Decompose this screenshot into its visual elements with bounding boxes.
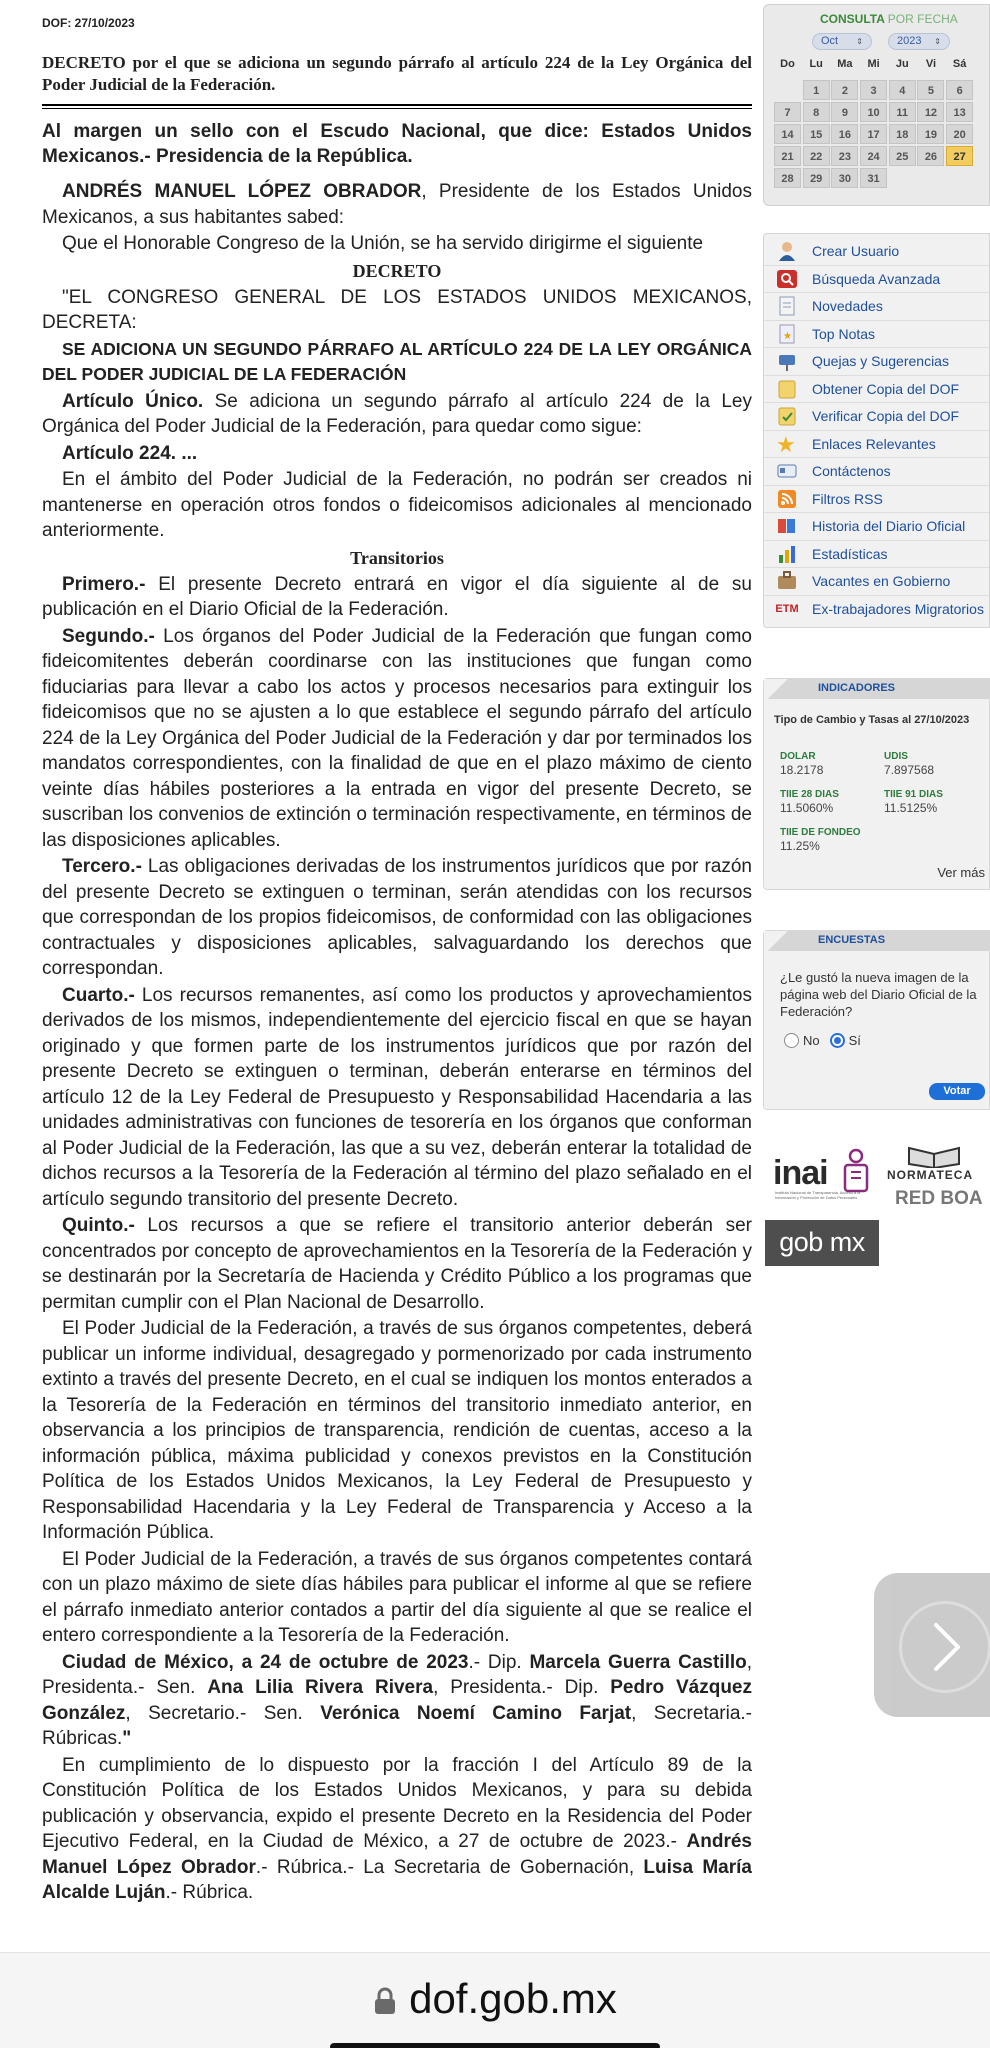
sidebar-item-label: Filtros RSS <box>812 490 883 507</box>
calendar-day[interactable]: 3 <box>860 80 887 100</box>
home-indicator <box>330 2043 660 2048</box>
sidebar-item-estadisticas[interactable] <box>764 541 989 569</box>
radio-si[interactable] <box>830 1033 845 1048</box>
ambito-paragraph: En el ámbito del Poder Judicial de la Federación, no podrán ser creados ni mantenerse en operación otros fondos o fideicomisos adicionales al mencionado anteriormente. <box>42 469 752 541</box>
transitorio-segundo: Segundo.- Los órganos del Poder Judicial de la Federación que fungan como fideicomitentes deberán coordinarse con las instituciones que fungan como fiduciarias para llevar a cabo los actos y procesos necesarios para extinguir los fideicomisos que no se ajusten a lo que establece el segundo párrafo del artículo 224 de la Ley Orgánica del Poder Judicial de la Federación y dar por terminados los mandatos correspondientes, con la finalidad de que en el plazo máximo de ciento veinte días hábiles posteriores a la entrada en vigor del presente Decreto, se suscriban los convenios de extinción o terminación respectivamente, en términos de las disposiciones aplicables. <box>42 625 752 851</box>
sidebar-item-label: Historia del Diario Oficial <box>812 518 966 535</box>
sidebar-item-filtros-rss[interactable] <box>764 486 989 514</box>
calendar-day[interactable]: 7 <box>774 102 801 122</box>
calendar-day-today[interactable]: 27 <box>946 146 973 166</box>
indicators-subtitle: Tipo de Cambio y Tasas al 27/10/2023 <box>774 714 970 726</box>
mailbox-icon <box>776 351 798 371</box>
president-name: ANDRÉS MANUEL LÓPEZ OBRADOR <box>62 181 422 202</box>
indicator-udis: UDIS 7.897568 <box>884 751 935 777</box>
sidebar-item-label: Obtener Copia del DOF <box>812 380 960 397</box>
transitorio-quinto: Quinto.- Los recursos a que se refiere el transitorio anterior deberán ser concentrados por concepto de aprovechamientos en la Tesorería de la Federación y se destinarán por la Secretaría de Hacienda y Crédito Público a los programas que permitan cumplir con el Plan Nacional de Desarrollo. <box>42 1215 752 1313</box>
ver-mas-link[interactable]: Ver más <box>937 865 985 880</box>
articulo-unico: Artículo Único. Se adiciona un segundo párrafo al artículo 224 de la Ley Orgánica del Poder Judicial de la Federación, para quedar como sigue: <box>42 390 752 437</box>
star-document-icon <box>776 324 798 344</box>
calendar-day[interactable]: 8 <box>803 102 830 122</box>
calendar-day[interactable]: 2 <box>831 80 858 100</box>
calendar-day[interactable]: 22 <box>803 146 830 166</box>
star-icon <box>776 434 798 454</box>
sidebar-item-quejas-y-sugerencias[interactable] <box>764 348 989 376</box>
calendar-day[interactable]: 15 <box>803 124 830 144</box>
sidebar-item-label: Top Notas <box>812 325 876 342</box>
adiciona-heading: SE ADICIONA UN SEGUNDO PÁRRAFO AL ARTÍCULO 224 DE LA LEY ORGÁNICA DEL PODER JUDICIAL DE LA FEDERACIÓN <box>42 338 752 384</box>
weekday-header: Mi <box>867 58 880 70</box>
weekday-header: Sá <box>952 58 967 70</box>
url-display[interactable]: dof.gob.mx <box>0 1975 990 2023</box>
browser-url-bar[interactable] <box>0 1952 990 2048</box>
svg-text:★: ★ <box>776 433 796 454</box>
sidebar <box>763 0 990 1288</box>
vote-button[interactable]: Votar <box>929 1083 985 1100</box>
lock-icon <box>373 1987 397 2015</box>
book-icon <box>776 516 798 536</box>
transitorio-cuarto: Cuarto.- Los recursos remanentes, así como los productos y aprovechamientos derivados de los mismos, independientemente del ejercicio fiscal en que se hayan originado y que formen parte de los instrumentos jurídicos que por razón del presente Decreto se extinguen o terminan, deberán enterarse en términos del artículo 12 de la Ley Federal de Presupuesto y Responsabilidad Hacendaria a las unidades administrativas con funciones de tesorería en los órganos que conforman al Poder Judicial de la Federación, las que a su vez, deberán enterar la totalidad de dichos recursos a la Tesorería de la Federación al término del plazo señalado en el artículo segundo transitorio del presente Decreto. <box>42 984 752 1210</box>
sidebar-item-label: Contáctenos <box>812 463 891 480</box>
calendar-day[interactable]: 12 <box>917 102 944 122</box>
rss-icon <box>776 489 798 509</box>
calendar-day[interactable]: 29 <box>803 168 830 188</box>
chevron-right-icon <box>932 1621 962 1673</box>
calendar-day[interactable]: 13 <box>946 102 973 122</box>
calendar-day[interactable]: 5 <box>917 80 944 100</box>
contact-card-icon <box>776 461 798 481</box>
transitorios-heading: Transitorios <box>350 547 444 568</box>
sidebar-item-label: Verificar Copia del DOF <box>812 408 960 425</box>
title-divider <box>42 104 752 106</box>
bar-chart-icon <box>776 544 798 564</box>
articulo-224: Artículo 224. ... <box>62 442 198 464</box>
inai-figure-icon <box>841 1148 871 1194</box>
calendar-day[interactable]: 20 <box>946 124 973 144</box>
survey-options: No Sí <box>784 1033 861 1048</box>
search-icon <box>776 269 798 289</box>
select-arrows-icon: ⇕ <box>934 37 941 46</box>
sidebar-item-top-notas[interactable] <box>764 321 989 349</box>
calendar-day[interactable]: 21 <box>774 146 801 166</box>
cumplimiento-paragraph: En cumplimiento de lo dispuesto por la fracción I del Artículo 89 de la Constitución Política de los Estados Unidos Mexicanos, y para su debida publicación y observancia, expido el presente Decreto en la Residencia del Poder Ejecutivo Federal, en la Ciudad de México, a 27 de octubre de 2023.- Andrés Manuel López Obrador.- Rúbrica.- La Secretaria de Gobernación, Luisa María Alcalde Luján.- Rúbrica. <box>42 1754 752 1903</box>
weekday-header: Vi <box>925 58 937 70</box>
sidebar-item-label: Vacantes en Gobierno <box>812 573 951 590</box>
verify-icon <box>776 406 798 426</box>
calendar-day[interactable]: 18 <box>889 124 916 144</box>
seal-note: Al margen un sello con el Escudo Nacional, que dice: Estados Unidos Mexicanos.- Presidencia de la República. <box>42 121 752 167</box>
calendar-day[interactable]: 1 <box>803 80 830 100</box>
weekday-header: Do <box>780 58 795 70</box>
calendar-day[interactable]: 24 <box>860 146 887 166</box>
sidebar-item-novedades[interactable] <box>764 293 989 321</box>
transitorio-tercero: Tercero.- Las obligaciones derivadas de los instrumentos jurídicos que por razón del presente Decreto se extinguen o terminan, serán atendidas con los recursos que correspondan de los propios fideicomisos, de conformidad con las obligaciones contractuales y disposiciones aplicables, salvaguardando los derechos que correspondan. <box>42 856 752 979</box>
briefcase-icon <box>776 571 798 591</box>
calendar-day[interactable]: 11 <box>889 102 916 122</box>
indicator-fondeo: TIIE DE FONDEO 11.25% <box>780 827 861 853</box>
calendar-day[interactable]: 16 <box>831 124 858 144</box>
calendar-day[interactable]: 19 <box>917 124 944 144</box>
sidebar-item-obtener-copia-del-dof[interactable] <box>764 376 989 404</box>
partner-logos: inai Instituto Nacional de Transparencia, Acceso a la Información y Protección de Datos Personales NORMATECA RED BOA gob mx <box>763 1128 990 1288</box>
sidebar-item-label: Estadísticas <box>812 545 888 562</box>
sidebar-item-busqueda-avanzada[interactable] <box>764 266 989 294</box>
sidebar-item-label: Búsqueda Avanzada <box>812 270 941 287</box>
sidebar-item-ex-trabajadores-migratorios[interactable] <box>764 596 989 624</box>
calendar-day[interactable]: 9 <box>831 102 858 122</box>
calendar-title: CONSULTA POR FECHA <box>820 12 958 26</box>
weekday-header: Lu <box>809 58 823 70</box>
survey-question: ¿Le gustó la nueva imagen de la página web del Diario Oficial de la Federación? <box>780 970 977 1019</box>
sidebar-item-label: Ex-trabajadores Migratorios <box>812 601 984 618</box>
sidebar-item-label: Quejas y Sugerencias <box>812 353 949 370</box>
indicator-tiie91: TIIE 91 DIAS 11.5125% <box>884 789 943 815</box>
year-select[interactable]: 2023 ⇕ <box>888 33 950 50</box>
folder-icon <box>776 379 798 399</box>
sidebar-item-label: Enlaces Relevantes <box>812 435 936 452</box>
select-arrows-icon: ⇕ <box>856 37 863 46</box>
indicators-title: INDICADORES <box>818 682 896 694</box>
etm-icon: ETM <box>775 603 799 616</box>
sidebar-item-label: Novedades <box>812 298 883 315</box>
document-icon <box>776 296 798 316</box>
survey-box <box>763 930 990 1110</box>
calendar-blank <box>774 80 801 100</box>
calendar-day[interactable]: 4 <box>889 80 916 100</box>
sidebar-item-historia-del-diario-oficial[interactable] <box>764 513 989 541</box>
transitorio-primero: Primero.- El presente Decreto entrará en vigor el día siguiente al de su publicación en el Diario Oficial de la Federación. <box>42 573 752 620</box>
signatures-paragraph: Ciudad de México, a 24 de octubre de 2023.- Dip. Marcela Guerra Castillo, Presidenta.- Sen. Ana Lilia Rivera Rivera, Presidenta.- Dip. Pedro Vázquez González, Secretario.- Sen. Verónica Noemí Camino Farjat, Secretaria.- Rúbricas." <box>42 1651 753 1749</box>
calendar-day[interactable]: 26 <box>917 146 944 166</box>
weekday-header: Ju <box>895 58 909 70</box>
calendar-day[interactable]: 28 <box>774 168 801 188</box>
indicators-box <box>763 678 990 890</box>
user-icon <box>776 241 798 261</box>
indicator-dolar: DOLAR 18.2178 <box>780 751 824 777</box>
title-divider-thin <box>42 108 752 109</box>
calendar-day[interactable]: 17 <box>860 124 887 144</box>
date-calendar <box>763 4 990 206</box>
president-paragraph: ANDRÉS MANUEL LÓPEZ OBRADOR, Presidente de los Estados Unidos Mexicanos, a sus habitantes sabed: <box>42 181 752 228</box>
calendar-day[interactable]: 23 <box>831 146 858 166</box>
plazo-paragraph: El Poder Judicial de la Federación, a través de sus órganos competentes contará con un plazo máximo de siete días hábiles para publicar el informe al que se refiere el párrafo inmediato anterior contados a partir del día siguiente al que se realice el entero correspondiente a la Tesorería de la Federación. <box>42 1548 752 1646</box>
sidebar-menu <box>763 233 990 628</box>
redboa-logo[interactable]: RED BOA <box>895 1188 983 1209</box>
weekday-header: Ma <box>837 58 853 70</box>
sidebar-item-label: Crear Usuario <box>812 243 900 260</box>
article <box>42 16 752 1907</box>
sidebar-item-enlaces-relevantes[interactable] <box>764 431 989 459</box>
month-select[interactable]: Oct ⇕ <box>812 33 872 50</box>
sidebar-item-vacantes-en-gobierno[interactable] <box>764 568 989 596</box>
decreto-heading: DECRETO <box>352 260 442 281</box>
sidebar-item-crear-usuario[interactable] <box>764 238 989 266</box>
sidebar-item-verificar-copia-del-dof[interactable] <box>764 403 989 431</box>
sidebar-item-contactenos[interactable] <box>764 458 989 486</box>
calendar-day[interactable]: 25 <box>889 146 916 166</box>
congress-decreta: "EL CONGRESO GENERAL DE LOS ESTADOS UNIDOS MEXICANOS, DECRETA: <box>42 286 752 333</box>
decree-title: DECRETO por el que se adiciona un segundo párrafo al artículo 224 de la Ley Orgánica del Poder Judicial de la Federación. <box>42 53 752 94</box>
informe-paragraph: El Poder Judicial de la Federación, a través de sus órganos competentes, deberá publicar un informe individual, desagregado y pormenorizado por cada instrumento extinto a través del presente Decreto, en el cual se indiquen los montos enterados a la Tesorería de la Federación en términos del transitorio inmediato anterior, en observancia a los principios de transparencia, rendición de cuentas, acceso a la información pública, máxima publicidad y conexos previstos en la Constitución Política de los Estados Unidos Mexicanos, la Ley Federal de Presupuesto y Responsabilidad Hacendaria y la Ley Federal de Transparencia y Acceso a la Información Pública. <box>42 1318 752 1543</box>
calendar-day[interactable]: 14 <box>774 124 801 144</box>
calendar-day[interactable]: 31 <box>860 168 887 188</box>
survey-title: ENCUESTAS <box>818 934 886 946</box>
congress-intro: Que el Honorable Congreso de la Unión, se ha servido dirigirme el siguiente <box>62 233 704 254</box>
open-book-icon <box>905 1142 963 1168</box>
next-page-button[interactable] <box>874 1573 990 1717</box>
publication-date: DOF: 27/10/2023 <box>42 16 135 30</box>
calendar-day[interactable]: 6 <box>946 80 973 100</box>
gobmx-logo[interactable]: gob mx <box>765 1220 879 1266</box>
calendar-day[interactable]: 10 <box>860 102 887 122</box>
calendar-grid <box>764 56 989 188</box>
indicator-tiie28: TIIE 28 DIAS 11.5060% <box>780 789 839 815</box>
calendar-day[interactable]: 30 <box>831 168 858 188</box>
svg-text:★: ★ <box>783 330 792 342</box>
radio-no[interactable] <box>784 1033 799 1048</box>
